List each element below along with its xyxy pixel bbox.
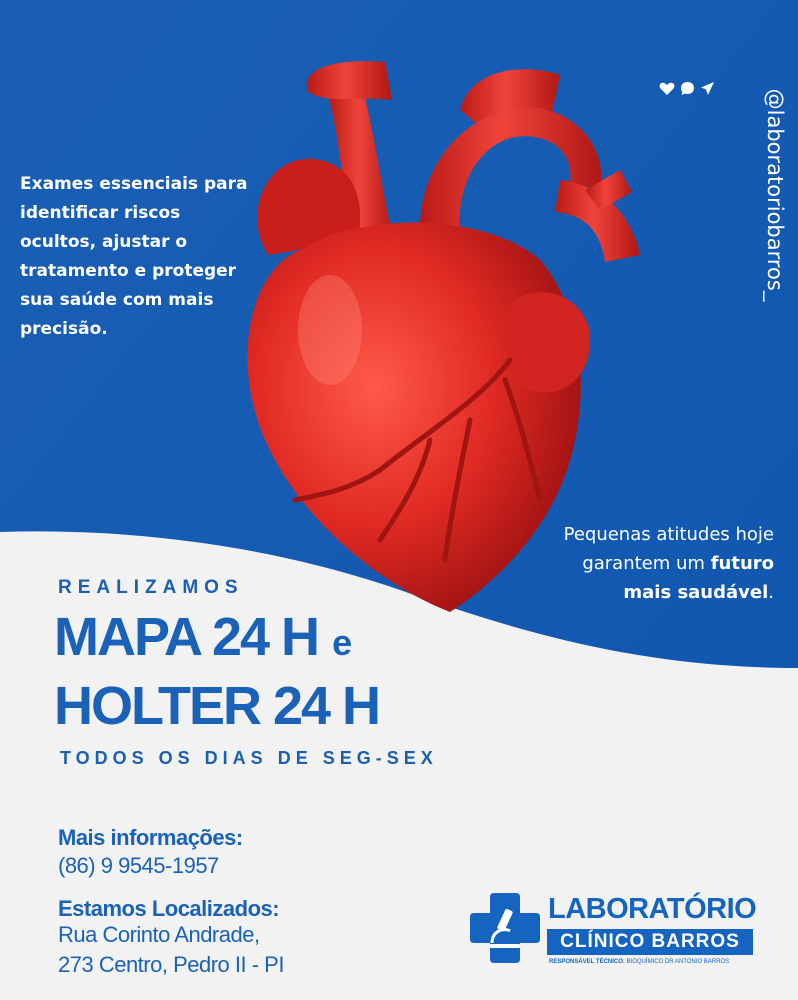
instagram-handle: @laboratoriobarros_: [763, 88, 787, 302]
heart-icon: [659, 82, 675, 96]
location-title: Estamos Localizados:: [58, 896, 280, 921]
tagline: [544, 520, 774, 607]
info-title: Mais informações:: [58, 825, 243, 850]
tagline-prefix: Pequenas atitudes hoje garantem um: [563, 524, 774, 574]
headline-line1-wrapper: [54, 607, 352, 673]
social-icons: [659, 81, 715, 96]
logo-responsible: [549, 959, 729, 965]
logo-responsible-name: BIOQUÍMICO DR ANTONIO BARROS: [626, 959, 730, 965]
intro-text: Exames essenciais para identificar riscos ocultos, ajustar o tratamento e proteger sua saúde com mais precisão.: [20, 174, 248, 339]
lab-logo-icon: [468, 891, 542, 965]
schedule-text: TODOS OS DIAS DE SEG-SEX: [60, 748, 438, 768]
send-icon: [700, 81, 715, 96]
tagline-bold: futuro mais saudável: [623, 553, 774, 603]
headline-line2: HOLTER 24 H: [54, 676, 380, 736]
heart-highlight: [298, 275, 362, 385]
comment-icon: [680, 81, 695, 96]
logo-responsible-label: RESPONSÁVEL TÉCNICO:: [549, 959, 625, 965]
logo-title: LABORATÓRIO: [548, 893, 757, 925]
tagline-suffix: .: [768, 582, 774, 603]
logo-subtitle: CLÍNICO BARROS: [547, 929, 753, 955]
headline-line1: MAPA 24 H: [54, 607, 319, 667]
address-line2: 273 Centro, Pedro II - PI: [58, 952, 284, 977]
headline-connector: e: [332, 622, 353, 663]
phone-number: (86) 9 9545-1957: [58, 853, 219, 878]
address-line1: Rua Corinto Andrade,: [58, 922, 260, 947]
headline-kicker: REALIZAMOS: [58, 577, 244, 598]
instagram-handle-container: [745, 60, 798, 330]
